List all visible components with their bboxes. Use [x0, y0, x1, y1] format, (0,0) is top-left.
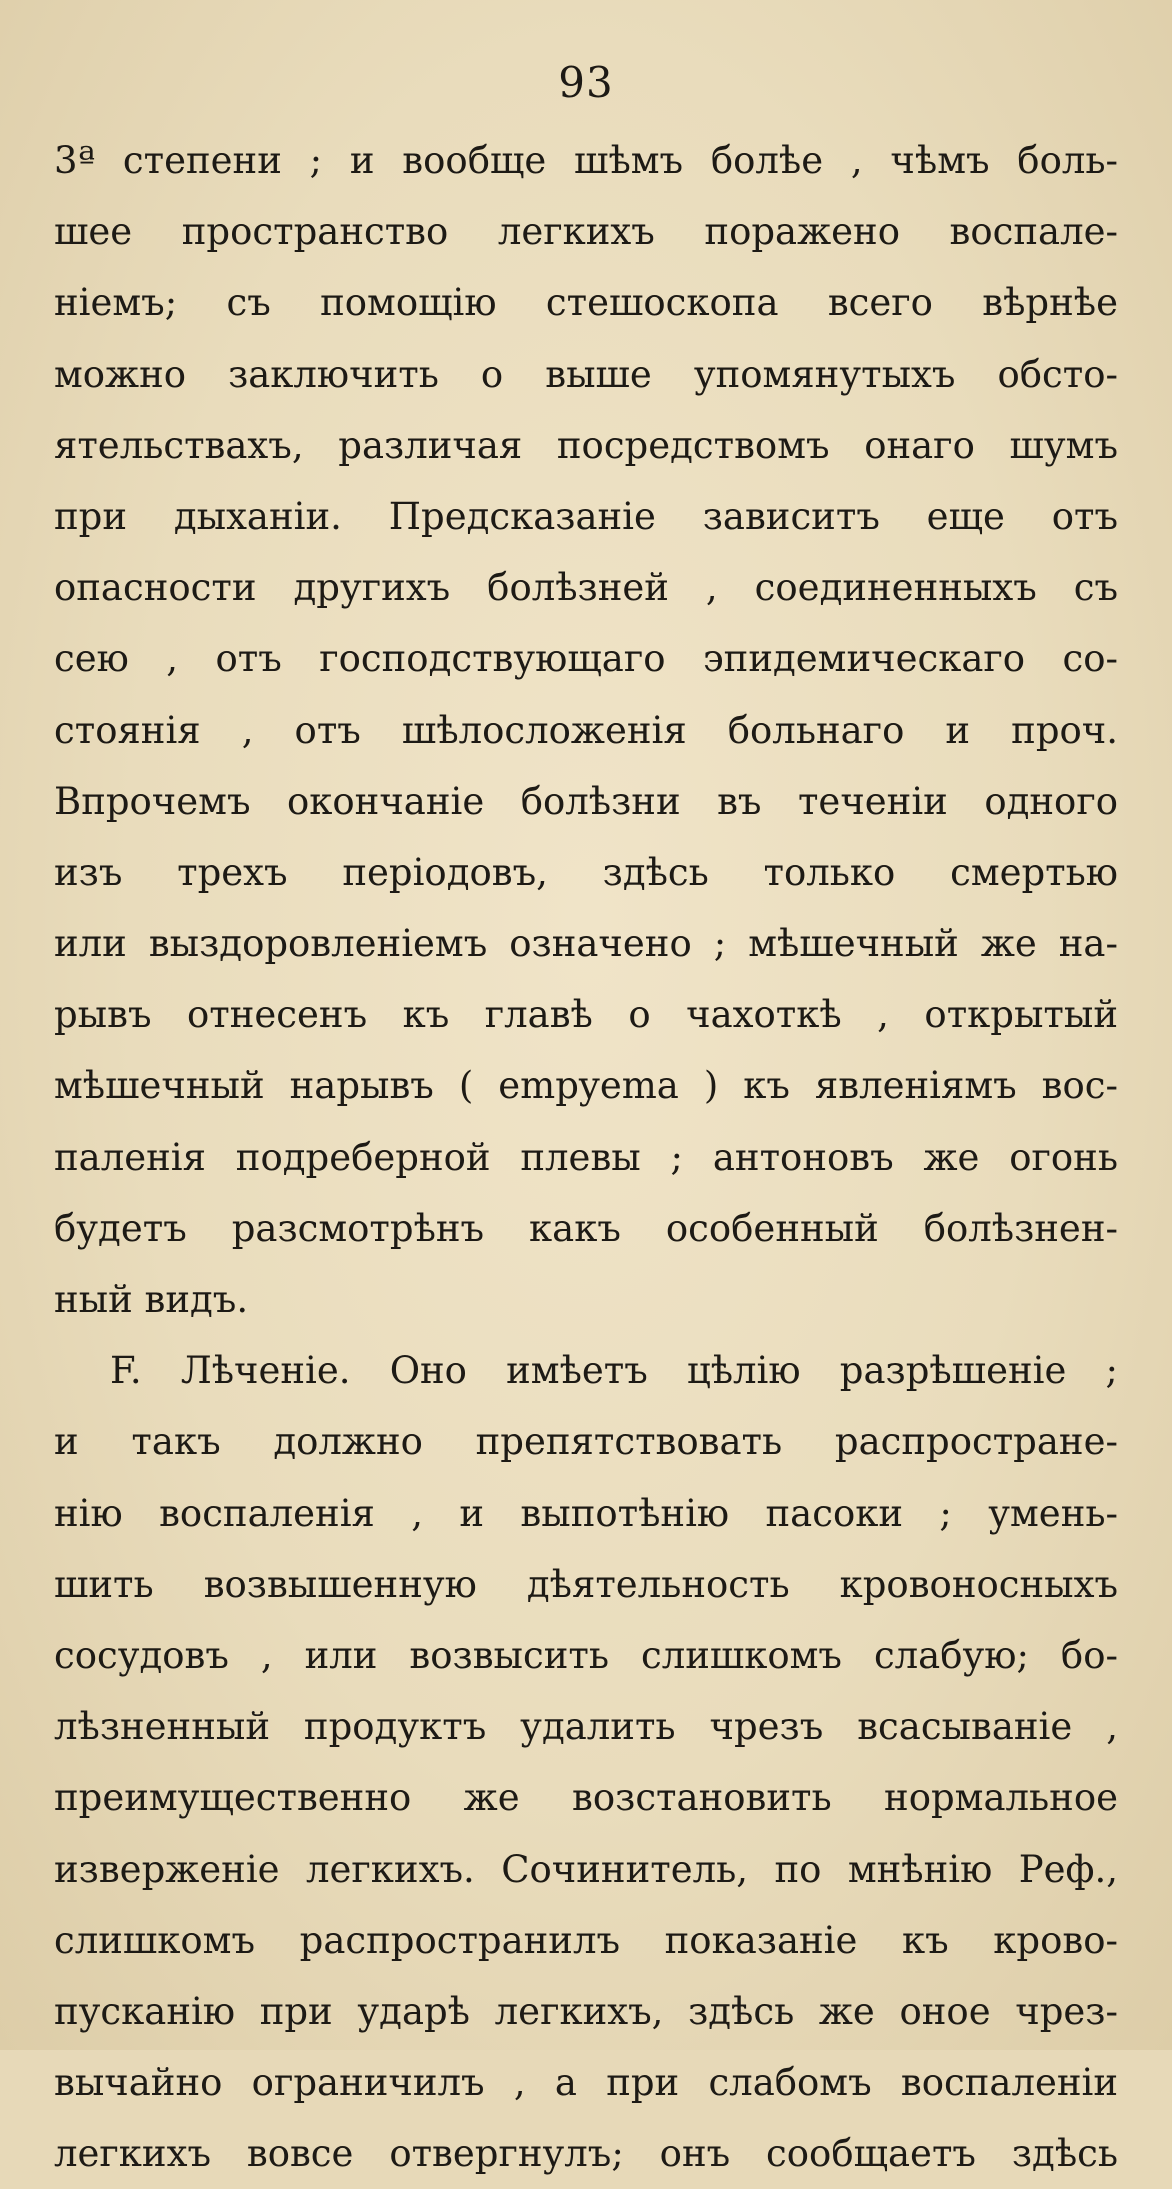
text-line: или выздоровленіемъ означено ; мѣшечный же на- [54, 922, 1118, 966]
text-line: изъ трехъ періодовъ, здѣсь только смертью [54, 850, 1118, 894]
text-line: сосудовъ , или возвысить слишкомъ слабую; бо- [54, 1633, 1118, 1677]
text-line: 3ª степени ; и вообще шѣмъ болѣе , чѣмъ боль- [54, 139, 1118, 182]
text-line: слишкомъ распространилъ показаніе къ крово- [54, 1918, 1118, 1962]
text-line: паленія подреберной плевы ; антоновъ же огонь [54, 1135, 1118, 1179]
text-line: шее пространство легкихъ поражено воспале- [54, 210, 1118, 254]
text-line: рывъ отнесенъ къ главѣ о чахоткѣ , открытый [54, 993, 1118, 1037]
text-line: изверженіе легкихъ. Сочинитель, по мнѣнію Реф., [54, 1847, 1118, 1891]
text-line: ятельствахъ, различая посредствомъ онаго шумъ [54, 423, 1118, 467]
text-line: Впрочемъ окончаніе болѣзни въ теченіи одного [54, 779, 1118, 823]
text-line: стоянія , отъ шѣлосложенія больнаго и проч. [54, 708, 1118, 752]
text-line: нію воспаленія , и выпотѣнію пасоки ; умень- [54, 1491, 1118, 1535]
text-line: будетъ разсмотрѣнъ какъ особенный болѣзнен- [54, 1206, 1118, 1250]
text-line: лѣзненный продуктъ удалить чрезъ всасываніе , [54, 1705, 1118, 1749]
text-line: при дыханіи. Предсказаніе зависитъ еще отъ [54, 494, 1118, 538]
text-line: сею , отъ господствующаго эпидемическаго со- [54, 637, 1118, 681]
text-line: ніемъ; съ помощію стешоскопа всего вѣрнѣе [54, 281, 1118, 325]
text-line: мѣшечный нарывъ ( empyema ) къ явленіямъ вос- [54, 1064, 1118, 1108]
section-heading-line: F. Лѣченіе. Оно имѣетъ цѣлію разрѣшеніе ; [110, 1349, 1118, 1393]
body-text [54, 125, 1118, 2189]
text-line: преимущественно же возстановить нормальное [54, 1776, 1118, 1820]
text-line: вычайно ограничилъ , а при слабомъ воспаленіи [54, 2061, 1118, 2105]
text-line: шить возвышенную дѣятельность кровоносныхъ [54, 1562, 1118, 1606]
paragraph-end-line: ный видъ. [54, 1278, 249, 1321]
text-line: можно заключить о выше упомянутыхъ обсто- [54, 352, 1118, 396]
page-number: 93 [558, 58, 614, 107]
text-line: легкихъ вовсе отвергнулъ; онъ сообщаетъ здѣсь [54, 2132, 1118, 2176]
text-line: опасности другихъ болѣзней , соединенныхъ съ [54, 566, 1118, 610]
text-line: пусканію при ударѣ легкихъ, здѣсь же оное чрез- [54, 1989, 1118, 2033]
text-line: и такъ должно препятствовать распростране- [54, 1420, 1118, 1464]
